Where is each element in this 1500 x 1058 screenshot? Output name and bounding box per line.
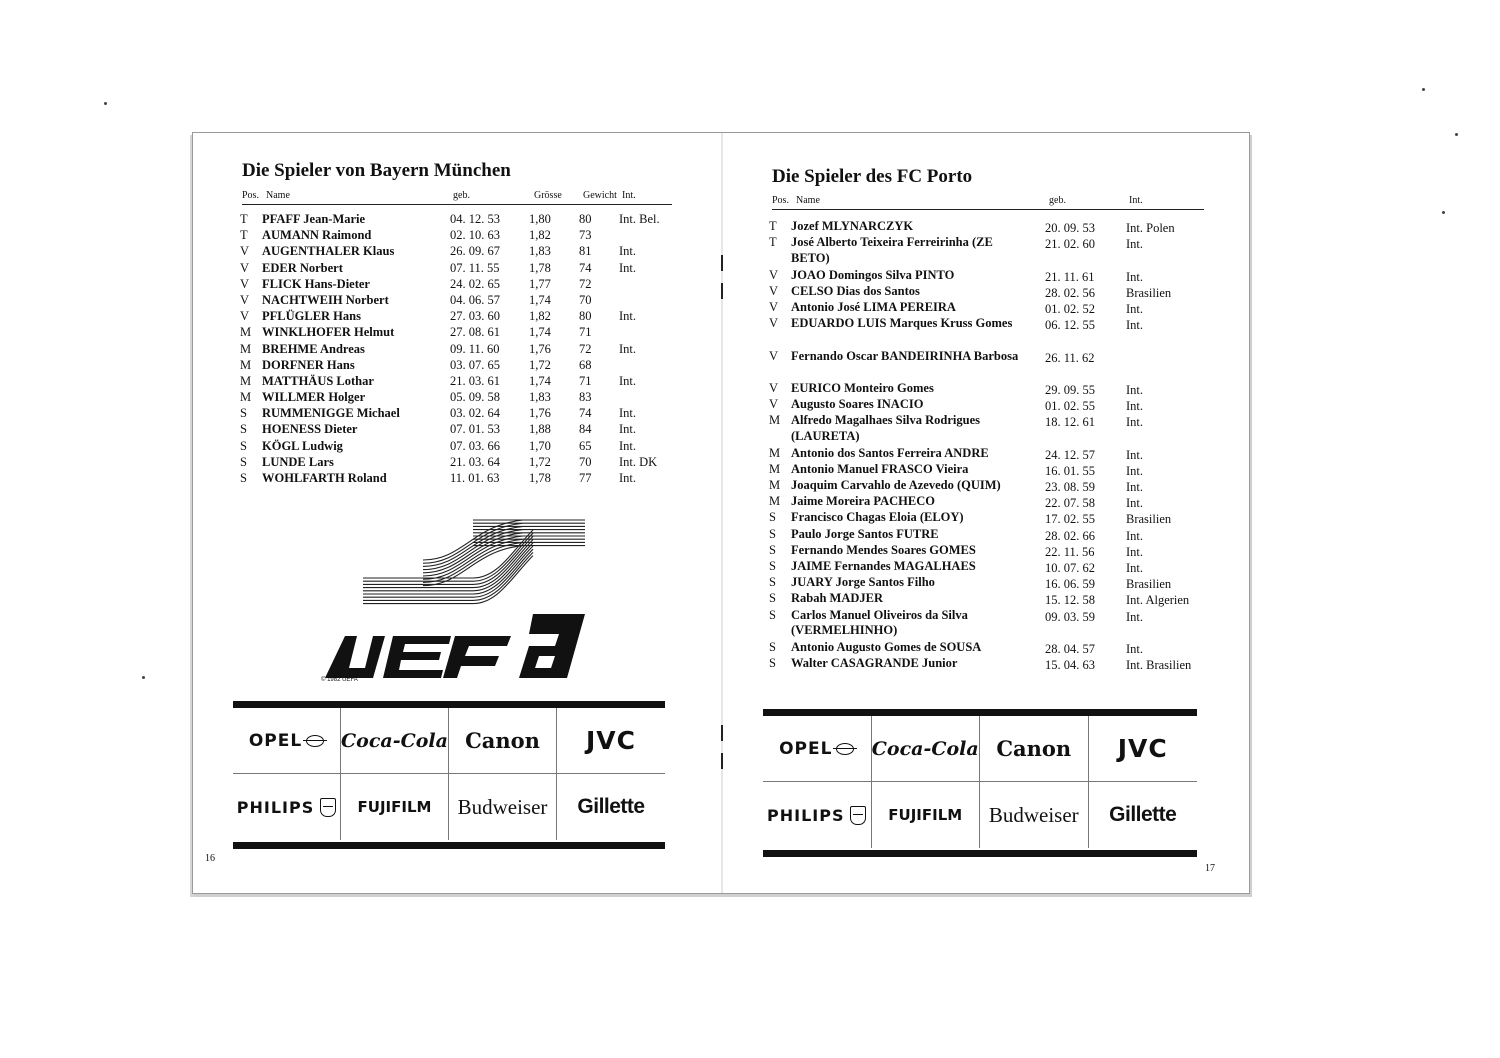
- player-pos: T: [769, 235, 777, 250]
- player-int: Int.: [1126, 382, 1144, 397]
- uefa-letter: [383, 636, 451, 678]
- table-row: [240, 228, 680, 244]
- player-int: Int.: [619, 341, 637, 356]
- table-row: [769, 413, 1209, 445]
- player-name: WILLMER Holger: [262, 390, 366, 405]
- player-name: Augusto Soares INACIO: [791, 397, 924, 412]
- player-geb: 11. 01. 63: [450, 471, 500, 485]
- player-groesse: 1,74: [529, 373, 551, 388]
- player-geb: 07. 03. 66: [450, 438, 500, 453]
- table-row: [769, 284, 1209, 300]
- player-int: Int.: [1126, 415, 1144, 430]
- player-geb: 09. 11. 60: [450, 341, 500, 356]
- player-geb: 01. 02. 55: [1045, 399, 1095, 414]
- player-geb: 21. 03. 61: [450, 373, 500, 388]
- table-row: [769, 575, 1209, 591]
- player-int: Int. DK: [619, 454, 658, 469]
- player-geb: 21. 02. 60: [1045, 237, 1095, 252]
- player-geb: 20. 09. 53: [1045, 221, 1095, 235]
- sponsor-grid: [233, 708, 665, 840]
- table-row: [240, 325, 680, 341]
- table-row: [769, 316, 1209, 348]
- header-name: Name: [266, 190, 290, 201]
- player-pos: S: [769, 591, 776, 606]
- sponsor-coca-cola: Coca-Cola: [341, 708, 449, 774]
- player-name: RUMMENIGGE Michael: [262, 406, 400, 421]
- header-gewicht: Gewicht: [583, 190, 617, 201]
- player-geb: 16. 06. 59: [1045, 577, 1095, 592]
- sponsor-fujifilm: FUJIFILM: [341, 774, 449, 840]
- player-pos: S: [240, 454, 247, 469]
- speck: [142, 676, 145, 679]
- player-name: Antonio Augusto Gomes de SOUSA: [791, 639, 982, 654]
- player-name: Carlos Manuel Oliveiros da Silva (VERMELHINHO): [791, 607, 968, 638]
- player-groesse: 1,72: [529, 357, 551, 372]
- player-geb: 27. 03. 60: [450, 309, 500, 324]
- table-row: [769, 397, 1209, 413]
- table-header: [242, 190, 672, 205]
- table-row: [240, 261, 680, 277]
- player-int: Int.: [1126, 447, 1144, 462]
- sponsor-canon: Canon: [449, 708, 557, 774]
- player-int: Int.: [1126, 301, 1144, 316]
- header-geb: geb.: [453, 190, 470, 201]
- table-row: [769, 543, 1209, 559]
- player-groesse: 1,78: [529, 471, 551, 485]
- player-geb: 02. 10. 63: [450, 228, 500, 243]
- player-geb: 16. 01. 55: [1045, 463, 1095, 478]
- player-name: Joaquim Carvahlo de Azevedo (QUIM): [791, 478, 1001, 493]
- player-pos: S: [240, 471, 247, 485]
- player-pos: V: [769, 316, 779, 331]
- table-row: [240, 293, 680, 309]
- header-int: Int.: [1129, 195, 1143, 206]
- player-name: Antonio Manuel FRASCO Vieira: [791, 461, 969, 476]
- philips-shield-icon: [850, 806, 866, 825]
- table-row: [240, 406, 680, 422]
- player-int: Int.: [1126, 609, 1144, 624]
- player-pos: M: [769, 478, 781, 493]
- player-gewicht: 71: [579, 325, 592, 340]
- player-geb: 22. 07. 58: [1045, 496, 1095, 511]
- player-name: PFAFF Jean-Marie: [262, 212, 366, 226]
- table-row: [240, 455, 680, 471]
- header-pos: Pos.: [242, 190, 259, 201]
- player-int: Int.: [619, 309, 637, 324]
- player-name: Antonio dos Santos Ferreira ANDRE: [791, 445, 989, 460]
- player-name: NACHTWEIH Norbert: [262, 292, 389, 307]
- player-int: Int.: [1126, 528, 1144, 543]
- player-pos: S: [240, 438, 247, 453]
- player-groesse: 1,88: [529, 422, 551, 437]
- player-name: LUNDE Lars: [262, 454, 334, 469]
- sponsor-panel: [763, 709, 1197, 857]
- header-name: Name: [796, 195, 820, 206]
- table-row: [240, 358, 680, 374]
- player-name: EURICO Monteiro Gomes: [791, 380, 934, 395]
- player-geb: 28. 02. 66: [1045, 528, 1095, 543]
- player-geb: 03. 07. 65: [450, 357, 500, 372]
- table-row: [769, 510, 1209, 526]
- speck: [1442, 211, 1445, 214]
- table-row: [240, 277, 680, 293]
- player-int: Int.: [1126, 399, 1144, 414]
- table-row: [769, 559, 1209, 575]
- player-groesse: 1,76: [529, 406, 551, 421]
- player-geb: 24. 12. 57: [1045, 447, 1095, 462]
- sponsor-opel: OPEL: [233, 708, 341, 774]
- sponsor-canon: Canon: [980, 716, 1089, 782]
- player-pos: S: [769, 639, 776, 654]
- player-pos: M: [769, 445, 781, 460]
- player-pos: M: [769, 413, 781, 428]
- player-geb: 28. 04. 57: [1045, 641, 1095, 656]
- player-pos: S: [240, 406, 247, 421]
- table-row: [769, 640, 1209, 656]
- player-pos: V: [240, 260, 250, 275]
- player-geb: 06. 12. 55: [1045, 318, 1095, 333]
- player-int: Int.: [1126, 544, 1144, 559]
- player-geb: 03. 02. 64: [450, 406, 500, 421]
- player-int: Int.: [1126, 561, 1144, 575]
- player-name: JOAO Domingos Silva PINTO: [791, 267, 955, 282]
- table-row: [769, 591, 1209, 607]
- player-geb: 17. 02. 55: [1045, 512, 1095, 527]
- player-pos: V: [769, 397, 779, 412]
- table-row: [769, 462, 1209, 478]
- table-row: [240, 439, 680, 455]
- player-pos: T: [240, 228, 248, 243]
- left-page: [193, 133, 721, 893]
- player-int: Int.: [1126, 463, 1144, 478]
- player-pos: M: [769, 461, 781, 476]
- player-pos: M: [240, 325, 252, 340]
- sponsor-jvc: JVC: [557, 708, 665, 774]
- player-pos: S: [769, 656, 776, 671]
- table-row: [769, 446, 1209, 462]
- table-header: [772, 195, 1204, 210]
- player-int: Int. Polen: [1126, 221, 1175, 235]
- sponsor-grid: [763, 716, 1197, 848]
- player-geb: 15. 04. 63: [1045, 658, 1095, 673]
- player-geb: 23. 08. 59: [1045, 480, 1095, 495]
- player-int: Int.: [619, 373, 637, 388]
- player-pos: S: [769, 542, 776, 557]
- player-pos: S: [769, 575, 776, 590]
- sponsor-bar-bottom: [763, 850, 1197, 857]
- sponsor-philips: PHILIPS: [763, 782, 872, 848]
- sponsor-bar-bottom: [233, 842, 665, 849]
- player-int: Int. Bel.: [619, 212, 660, 226]
- player-int: Int.: [619, 422, 637, 437]
- player-gewicht: 84: [579, 422, 592, 437]
- player-pos: T: [240, 212, 248, 226]
- player-geb: 27. 08. 61: [450, 325, 500, 340]
- uefa-stripe: [363, 520, 585, 578]
- table-row: [769, 608, 1209, 640]
- player-groesse: 1,76: [529, 341, 551, 356]
- bayern-player-list: [240, 212, 680, 487]
- table-row: [240, 212, 680, 228]
- player-name: WOHLFARTH Roland: [262, 471, 387, 485]
- player-name: KÖGL Ludwig: [262, 438, 343, 453]
- sponsor-panel: [233, 701, 665, 849]
- table-row: [240, 471, 680, 487]
- player-name: Paulo Jorge Santos FUTRE: [791, 526, 939, 541]
- table-row: [240, 390, 680, 406]
- player-geb: 29. 09. 55: [1045, 382, 1095, 397]
- player-gewicht: 68: [579, 357, 592, 372]
- opel-logo-icon: [836, 743, 854, 755]
- player-geb: 09. 03. 59: [1045, 609, 1095, 624]
- player-pos: V: [769, 348, 779, 363]
- player-pos: S: [769, 607, 776, 622]
- player-int: Brasilien: [1126, 577, 1172, 592]
- player-pos: V: [769, 283, 779, 298]
- player-name: AUGENTHALER Klaus: [262, 244, 395, 259]
- sponsor-philips: PHILIPS: [233, 774, 341, 840]
- header-groesse: Grösse: [534, 190, 562, 201]
- table-row: [769, 527, 1209, 543]
- player-gewicht: 71: [579, 373, 592, 388]
- sponsor-opel: OPEL: [763, 716, 872, 782]
- player-gewicht: 77: [579, 471, 592, 485]
- player-pos: V: [240, 276, 250, 291]
- player-groesse: 1,82: [529, 228, 551, 243]
- uefa-letter: [519, 614, 585, 678]
- page-title: Die Spieler des FC Porto: [772, 166, 973, 187]
- header-int: Int.: [622, 190, 636, 201]
- player-name: EDUARDO LUIS Marques Kruss Gomes: [791, 316, 1013, 331]
- table-row: [769, 478, 1209, 494]
- table-row: [769, 349, 1209, 381]
- table-row: [769, 381, 1209, 397]
- player-int: Int. Brasilien: [1126, 658, 1192, 673]
- player-pos: V: [769, 267, 779, 282]
- sponsor-budweiser: Budweiser: [980, 782, 1089, 848]
- program-booklet: [192, 132, 1250, 894]
- player-int: Int.: [619, 471, 637, 485]
- sponsor-budweiser: Budweiser: [449, 774, 557, 840]
- player-name: CELSO Dias dos Santos: [791, 283, 920, 298]
- player-geb: 28. 02. 56: [1045, 285, 1095, 300]
- player-groesse: 1,83: [529, 390, 551, 405]
- player-geb: 22. 11. 56: [1045, 544, 1095, 559]
- player-gewicht: 80: [579, 309, 592, 324]
- player-geb: 01. 02. 52: [1045, 301, 1095, 316]
- player-name: Alfredo Magalhaes Silva Rodrigues (LAURETA): [791, 413, 981, 443]
- player-name: Francisco Chagas Eloia (ELOY): [791, 510, 964, 525]
- player-groesse: 1,72: [529, 454, 551, 469]
- uefa-stripe: [363, 523, 585, 581]
- player-groesse: 1,78: [529, 260, 551, 275]
- player-int: Int. Algerien: [1126, 593, 1190, 608]
- table-row: [240, 422, 680, 438]
- player-geb: 24. 02. 65: [450, 276, 500, 291]
- sponsor-bar-top: [763, 709, 1197, 716]
- player-geb: 07. 01. 53: [450, 422, 500, 437]
- table-row: [769, 235, 1209, 267]
- logo-copyright: © 1982 UEFA: [321, 677, 358, 683]
- player-name: Jozef MLYNARCZYK: [791, 219, 914, 233]
- page-number: 16: [205, 853, 215, 864]
- player-pos: V: [769, 299, 779, 314]
- speck: [104, 102, 107, 105]
- porto-player-list: [769, 219, 1209, 672]
- player-pos: V: [240, 309, 250, 324]
- player-pos: M: [240, 357, 252, 372]
- table-row: [769, 219, 1209, 235]
- player-name: HOENESS Dieter: [262, 422, 358, 437]
- table-row: [769, 268, 1209, 284]
- player-name: MATTHÄUS Lothar: [262, 373, 374, 388]
- player-pos: S: [240, 422, 247, 437]
- player-name: EDER Norbert: [262, 260, 343, 275]
- player-gewicht: 74: [579, 406, 592, 421]
- player-groesse: 1,83: [529, 244, 551, 259]
- player-name: JUARY Jorge Santos Filho: [791, 575, 935, 590]
- player-name: PFLÜGLER Hans: [262, 309, 361, 324]
- player-name: José Alberto Teixeira Ferreirinha (ZE BETO): [791, 235, 993, 265]
- player-pos: S: [769, 559, 776, 573]
- player-gewicht: 70: [579, 292, 592, 307]
- player-int: Int.: [1126, 496, 1144, 511]
- player-pos: M: [240, 390, 252, 405]
- speck: [1455, 133, 1458, 136]
- player-pos: V: [240, 244, 250, 259]
- player-int: Int.: [619, 438, 637, 453]
- player-int: Brasilien: [1126, 285, 1172, 300]
- player-geb: 26. 09. 67: [450, 244, 500, 259]
- player-pos: T: [769, 219, 777, 233]
- player-int: Int.: [1126, 641, 1144, 656]
- player-geb: 26. 11. 62: [1045, 350, 1095, 365]
- player-name: DORFNER Hans: [262, 357, 355, 372]
- player-pos: M: [240, 373, 252, 388]
- player-pos: V: [769, 380, 779, 395]
- page-title: Die Spieler von Bayern München: [242, 160, 511, 181]
- player-name: Antonio José LIMA PEREIRA: [791, 299, 956, 314]
- uefa-stripe: [363, 526, 585, 584]
- player-groesse: 1,77: [529, 276, 551, 291]
- player-groesse: 1,74: [529, 292, 551, 307]
- player-name: Fernando Mendes Soares GOMES: [791, 542, 976, 557]
- player-int: Int.: [1126, 318, 1144, 333]
- player-name: FLICK Hans-Dieter: [262, 276, 370, 291]
- sponsor-coca-cola: Coca-Cola: [872, 716, 981, 782]
- page-number: 17: [1205, 863, 1215, 874]
- player-name: Fernando Oscar BANDEIRINHA Barbosa: [791, 348, 1019, 363]
- sponsor-jvc: JVC: [1089, 716, 1198, 782]
- header-geb: geb.: [1049, 195, 1066, 206]
- player-pos: M: [769, 494, 781, 509]
- player-geb: 04. 12. 53: [450, 212, 500, 226]
- table-row: [240, 374, 680, 390]
- player-geb: 15. 12. 58: [1045, 593, 1095, 608]
- table-row: [240, 244, 680, 260]
- player-int: Brasilien: [1126, 512, 1172, 527]
- player-gewicht: 74: [579, 260, 592, 275]
- player-geb: 18. 12. 61: [1045, 415, 1095, 430]
- player-name: BREHME Andreas: [262, 341, 365, 356]
- table-row: [240, 342, 680, 358]
- player-int: Int.: [619, 260, 637, 275]
- player-int: Int.: [619, 406, 637, 421]
- player-name: JAIME Fernandes MAGALHAES: [791, 559, 976, 573]
- uefa-logo: [323, 518, 593, 693]
- player-gewicht: 83: [579, 390, 592, 405]
- player-pos: V: [240, 292, 250, 307]
- opel-logo-icon: [306, 735, 324, 747]
- right-page: [723, 133, 1249, 893]
- sponsor-gillette: Gillette: [577, 795, 645, 818]
- player-int: Int.: [1126, 269, 1144, 284]
- player-pos: S: [769, 526, 776, 541]
- player-groesse: 1,74: [529, 325, 551, 340]
- philips-shield-icon: [320, 798, 336, 817]
- player-gewicht: 81: [579, 244, 592, 259]
- speck: [1422, 88, 1425, 91]
- table-row: [240, 309, 680, 325]
- table-row: [769, 300, 1209, 316]
- player-gewicht: 70: [579, 454, 592, 469]
- player-gewicht: 65: [579, 438, 592, 453]
- player-geb: 21. 03. 64: [450, 454, 500, 469]
- sponsor-bar-top: [233, 701, 665, 708]
- player-int: Int.: [619, 244, 637, 259]
- player-pos: M: [240, 341, 252, 356]
- table-row: [769, 494, 1209, 510]
- player-geb: 05. 09. 58: [450, 390, 500, 405]
- player-geb: 07. 11. 55: [450, 260, 500, 275]
- uefa-logo-graphic: [323, 518, 593, 693]
- sponsor-gillette: Gillette: [1109, 803, 1177, 826]
- player-geb: 10. 07. 62: [1045, 561, 1095, 575]
- player-int: Int.: [1126, 480, 1144, 495]
- player-name: WINKLHOFER Helmut: [262, 325, 395, 340]
- uefa-letter: [325, 636, 385, 678]
- player-geb: 21. 11. 61: [1045, 269, 1095, 284]
- player-groesse: 1,82: [529, 309, 551, 324]
- player-name: Walter CASAGRANDE Junior: [791, 656, 958, 671]
- player-geb: 04. 06. 57: [450, 292, 500, 307]
- player-gewicht: 73: [579, 228, 592, 243]
- player-groesse: 1,80: [529, 212, 551, 226]
- player-int: Int.: [1126, 237, 1144, 252]
- player-groesse: 1,70: [529, 438, 551, 453]
- table-row: [769, 656, 1209, 672]
- sponsor-fujifilm: FUJIFILM: [872, 782, 981, 848]
- player-name: Rabah MADJER: [791, 591, 884, 606]
- player-name: Jaime Moreira PACHECO: [791, 494, 935, 509]
- player-gewicht: 72: [579, 341, 592, 356]
- player-pos: S: [769, 510, 776, 525]
- player-name: AUMANN Raimond: [262, 228, 372, 243]
- header-pos: Pos.: [772, 195, 789, 206]
- player-gewicht: 80: [579, 212, 592, 226]
- uefa-letter: [443, 636, 511, 678]
- player-gewicht: 72: [579, 276, 592, 291]
